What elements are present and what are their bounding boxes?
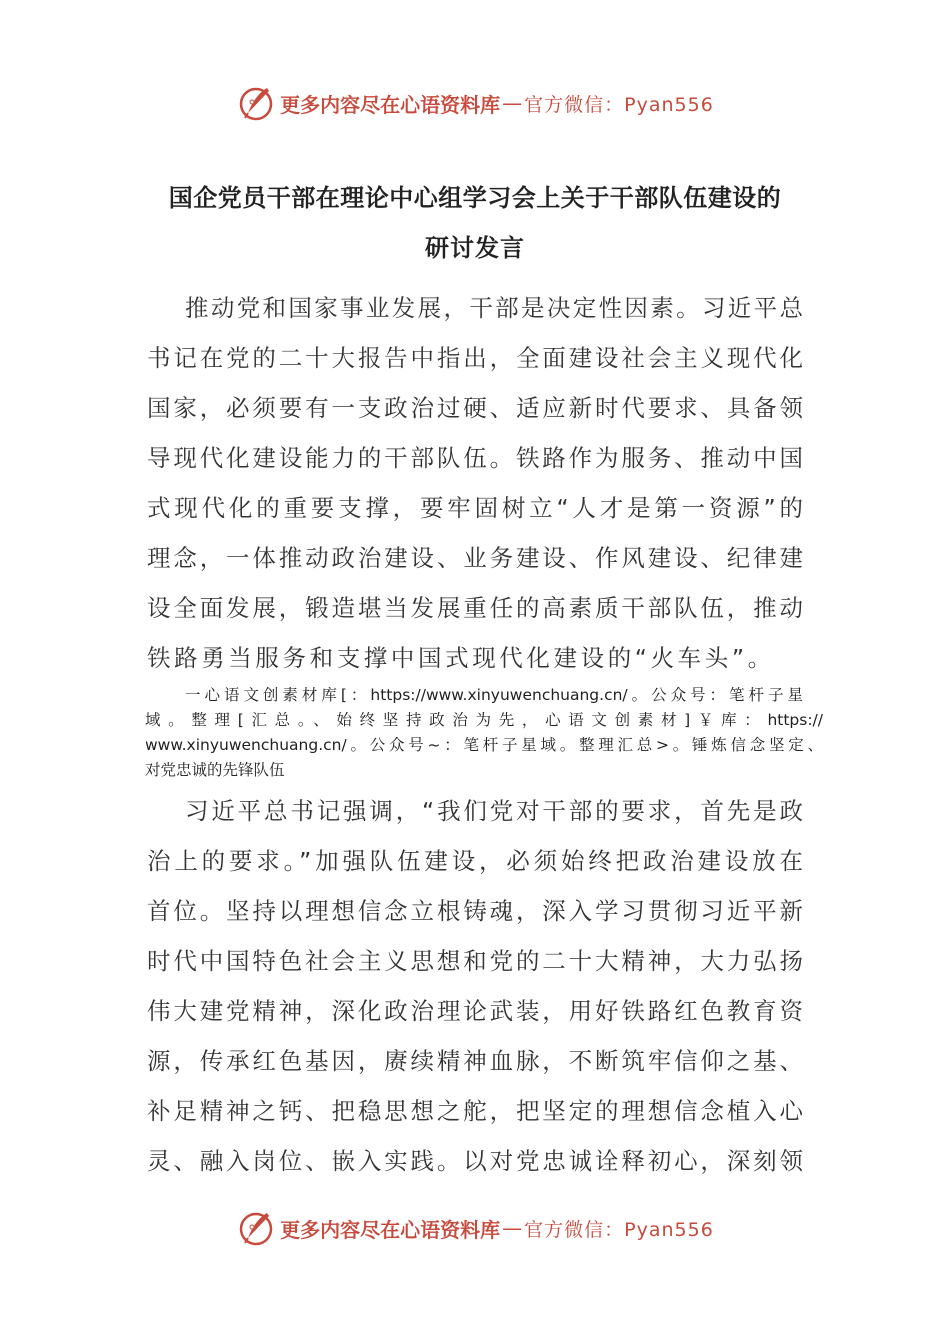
paragraph-line: 时代中国特色社会主义思想和党的二十大精神，大力弘扬 xyxy=(147,947,803,975)
paragraph-line: 治上的要求。”加强队伍建设，必须始终把政治建设放在 xyxy=(147,847,803,875)
note-line: 域。整理[汇总。、始终坚持政治为先，心语文创素材]￥库：https:// xyxy=(145,711,823,729)
note-line: www.xinyuwenchuang.cn/。公众号~：笔杆子星域。整理汇总>。锤炼信念坚定、 xyxy=(145,736,823,754)
paragraph-line: 灵、融入岗位、嵌入实践。以对党忠诚诠释初心，深刻领 xyxy=(147,1147,803,1175)
paragraph-line: 理念，一体推动政治建设、业务建设、作风建设、纪律建 xyxy=(147,544,803,572)
footer-banner xyxy=(0,1206,950,1250)
banner-slogan: 更多内容尽在心语资料库 xyxy=(280,92,501,117)
note-line: 对党忠诚的先锋队伍 xyxy=(145,761,285,779)
quill-pen-logo-icon xyxy=(236,1208,276,1248)
quill-pen-logo-icon xyxy=(236,83,276,123)
banner-slogan: 更多内容尽在心语资料库 xyxy=(280,1217,501,1242)
header-banner xyxy=(0,81,950,125)
document-title-line-1: 国企党员干部在理论中心组学习会上关于干部队伍建设的 xyxy=(168,184,782,212)
paragraph-line: 首位。坚持以理想信念立根铸魂，深入学习贯彻习近平新 xyxy=(147,897,803,925)
banner-dash: — xyxy=(502,91,523,115)
banner-wechat-account: 官方微信：Pyan556 xyxy=(524,93,714,116)
paragraph-line: 补足精神之钙、把稳思想之舵，把坚定的理想信念植入心 xyxy=(147,1097,803,1125)
paragraph-line: 习近平总书记强调，“我们党对干部的要求，首先是政 xyxy=(185,797,803,825)
banner-wechat-account: 官方微信：Pyan556 xyxy=(524,1218,714,1241)
document-title-line-2: 研讨发言 xyxy=(425,234,525,262)
paragraph-line: 推动党和国家事业发展，干部是决定性因素。习近平总 xyxy=(185,294,803,322)
paragraph-line: 国家，必须要有一支政治过硬、适应新时代要求、具备领 xyxy=(147,394,803,422)
paragraph-line: 导现代化建设能力的干部队伍。铁路作为服务、推动中国 xyxy=(147,444,803,472)
paragraph-line: 设全面发展，锻造堪当发展重任的高素质干部队伍，推动 xyxy=(147,594,803,622)
paragraph-line: 伟大建党精神，深化政治理论武装，用好铁路红色教育资 xyxy=(147,997,803,1025)
paragraph-line: 源，传承红色基因，赓续精神血脉，不断筑牢信仰之基、 xyxy=(147,1047,803,1075)
paragraph-line: 书记在党的二十大报告中指出，全面建设社会主义现代化 xyxy=(147,344,803,372)
paragraph-line: 铁路勇当服务和支撑中国式现代化建设的“火车头”。 xyxy=(147,644,775,672)
paragraph-line: 式现代化的重要支撑，要牢固树立“人才是第一资源”的 xyxy=(147,494,803,522)
banner-dash: — xyxy=(502,1216,523,1240)
note-line: 一心语文创素材库[：https://www.xinyuwenchuang.cn/。公众号：笔杆子星 xyxy=(185,686,803,704)
